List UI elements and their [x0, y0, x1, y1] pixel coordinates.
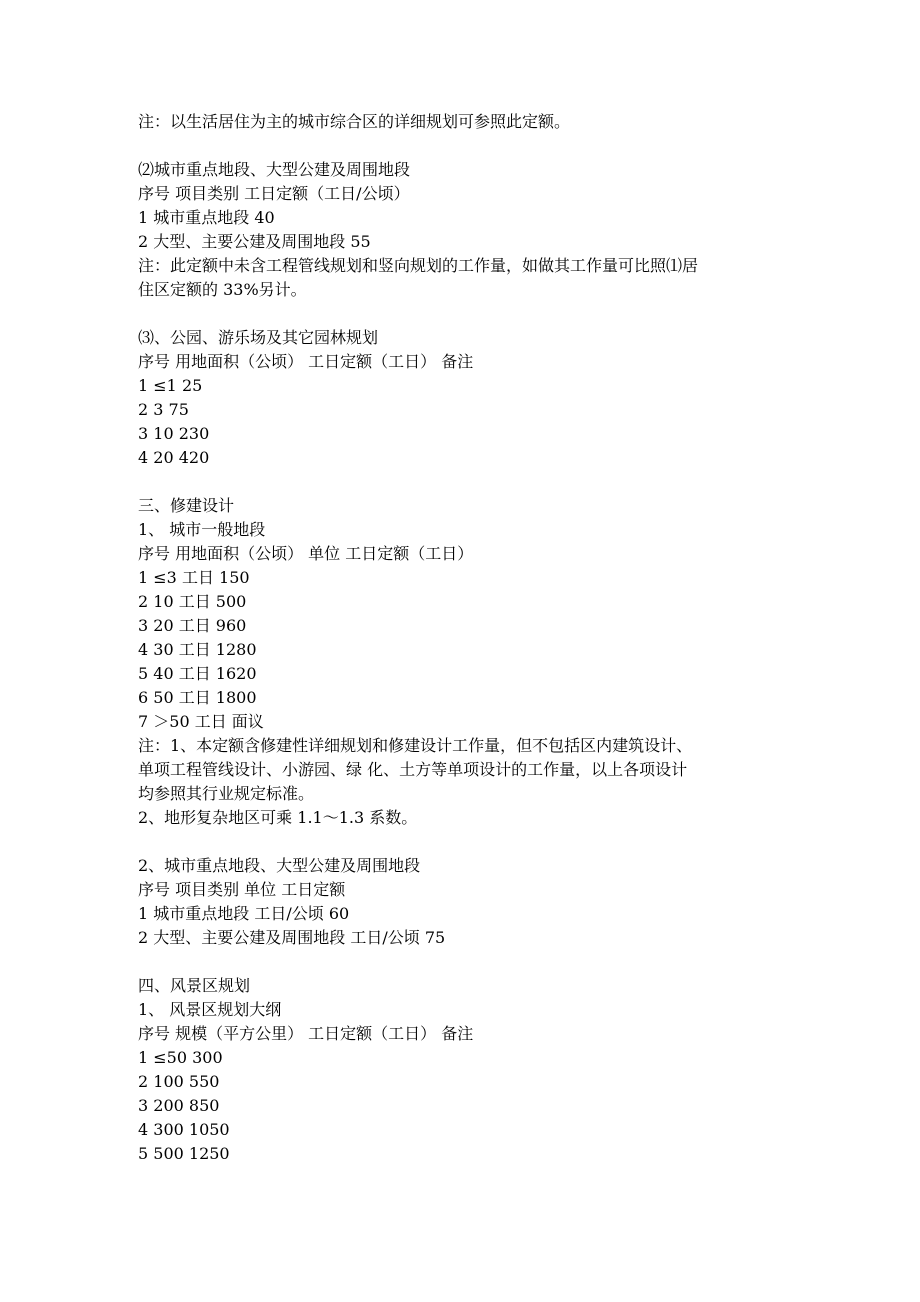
text-line: 3 200 850: [138, 1096, 220, 1115]
text-line: 6 50 工日 1800: [138, 688, 257, 707]
text-line: 2 3 75: [138, 400, 189, 419]
text-line: 住区定额的 33%另计。: [138, 280, 307, 299]
text-line: 4 30 工日 1280: [138, 640, 257, 659]
text-line: 4 20 420: [138, 448, 210, 467]
text-line: 5 40 工日 1620: [138, 664, 257, 683]
text-line: 注：以生活居住为主的城市综合区的详细规划可参照此定额。: [138, 112, 571, 131]
text-line: 序号 用地面积（公顷） 单位 工日定额（工日）: [138, 544, 474, 563]
text-line: 4 300 1050: [138, 1120, 230, 1139]
text-line: 3 20 工日 960: [138, 616, 247, 635]
text-line: 1 ≤50 300: [138, 1048, 223, 1067]
text-line: 7 ＞50 工日 面议: [138, 712, 264, 731]
text-line: 5 500 1250: [138, 1144, 230, 1163]
text-line: 序号 项目类别 工日定额（工日/公顷）: [138, 184, 410, 203]
text-line: 三、修建设计: [138, 496, 235, 515]
text-line: 1 城市重点地段 工日/公顷 60: [138, 904, 350, 923]
text-line: 序号 规模（平方公里） 工日定额（工日） 备注: [138, 1024, 474, 1043]
blank-line: [138, 830, 798, 854]
blank-line: [138, 470, 798, 494]
text-line: 四、风景区规划: [138, 976, 251, 995]
text-line: 2、地形复杂地区可乘 1.1～1.3 系数。: [138, 808, 418, 827]
text-line: 2、城市重点地段、大型公建及周围地段: [138, 856, 421, 875]
text-line: 1、 城市一般地段: [138, 520, 266, 539]
blank-line: [138, 950, 798, 974]
text-line: 注：此定额中未含工程管线规划和竖向规划的工作量，如做其工作量可比照⑴居: [138, 256, 699, 275]
text-line: 2 大型、主要公建及周围地段 工日/公顷 75: [138, 928, 446, 947]
text-line: 2 10 工日 500: [138, 592, 247, 611]
text-line: ⑶、公园、游乐场及其它园林规划: [138, 328, 379, 347]
text-line: 1 ≤3 工日 150: [138, 568, 250, 587]
text-line: 注：1、本定额含修建性详细规划和修建设计工作量，但不包括区内建筑设计、: [138, 736, 693, 755]
document-body: [138, 110, 798, 1166]
text-line: 均参照其行业规定标准。: [138, 784, 315, 803]
text-line: 序号 用地面积（公顷） 工日定额（工日） 备注: [138, 352, 474, 371]
text-line: 1、 风景区规划大纲: [138, 1000, 282, 1019]
text-line: 2 大型、主要公建及周围地段 55: [138, 232, 371, 251]
text-line: 2 100 550: [138, 1072, 220, 1091]
blank-line: [138, 134, 798, 158]
text-line: 1 城市重点地段 40: [138, 208, 275, 227]
text-line: 单项工程管线设计、小游园、绿 化、土方等单项设计的工作量，以上各项设计: [138, 760, 688, 779]
text-line: 1 ≤1 25: [138, 376, 203, 395]
blank-line: [138, 302, 798, 326]
text-line: ⑵城市重点地段、大型公建及周围地段: [138, 160, 411, 179]
text-line: 序号 项目类别 单位 工日定额: [138, 880, 346, 899]
text-line: 3 10 230: [138, 424, 210, 443]
